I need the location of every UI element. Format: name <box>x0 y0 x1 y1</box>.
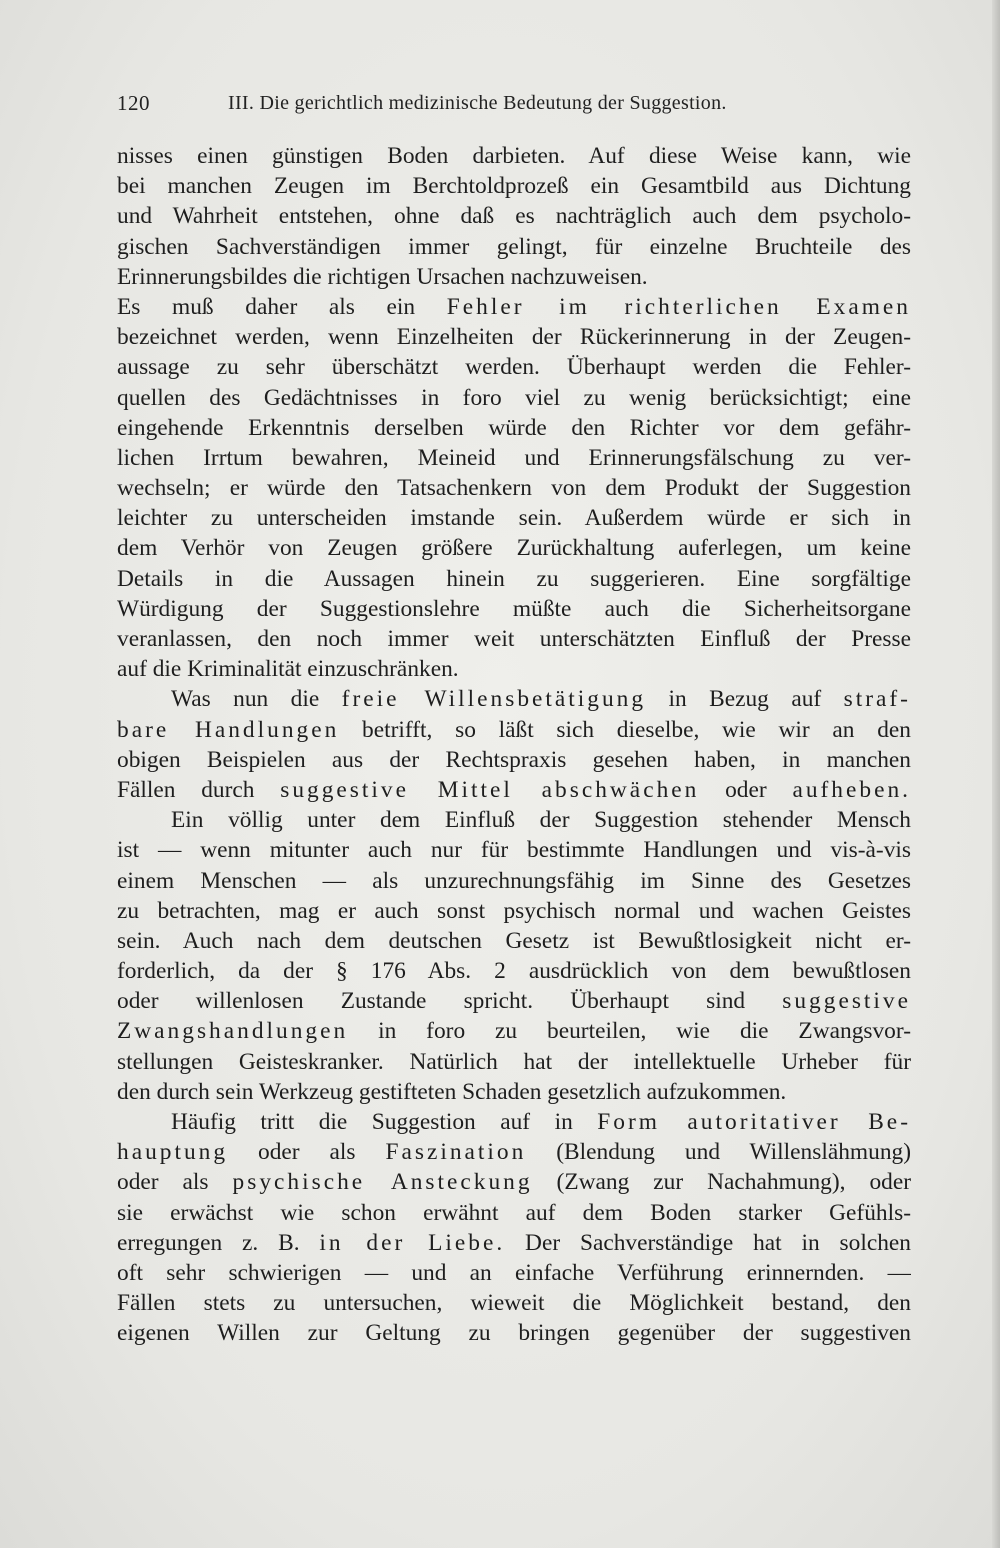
text-line: bare Handlungen betrifft, so läßt sich dieselbe, wie wir an den <box>117 716 911 743</box>
text-line: Fällen durch suggestive Mittel abschwächen oder aufheben. <box>117 776 911 803</box>
page-edge <box>992 0 1000 1548</box>
text-line: erregungen z. B. in der Liebe. Der Sachverständige hat in solchen <box>117 1229 911 1256</box>
text-line: stellungen Geisteskranker. Natürlich hat der intellektuelle Urheber für <box>117 1048 911 1075</box>
text-line: Ein völlig unter dem Einfluß der Suggestion stehender Mensch <box>171 807 911 834</box>
text-line: forderlich, da der § 176 Abs. 2 ausdrücklich von dem bewußtlosen <box>117 958 911 985</box>
text-line: sein. Auch nach dem deutschen Gesetz ist Bewußtlosigkeit nicht er- <box>117 927 911 954</box>
text-line: sie erwächst wie schon erwähnt auf dem Boden starker Gefühls- <box>117 1199 911 1226</box>
text-line: bezeichnet werden, wenn Einzelheiten der Rückerinnerung in der Zeugen- <box>117 324 911 351</box>
text-line: oft sehr schwierigen — und an einfache Verführung erinnernden. — <box>117 1259 911 1286</box>
text-line: aussage zu sehr überschätzt werden. Überhaupt werden die Fehler- <box>117 354 911 381</box>
text-line: Details in die Aussagen hinein zu suggerieren. Eine sorgfältige <box>117 565 911 592</box>
page-number: 120 <box>117 91 150 115</box>
text-line: obigen Beispielen aus der Rechtspraxis gesehen haben, in manchen <box>117 746 911 773</box>
text-line: dem Verhör von Zeugen größere Zurückhaltung auferlegen, um keine <box>117 535 911 562</box>
text-line: ist — wenn mitunter auch nur für bestimmte Handlungen und vis-à-vis <box>117 837 911 864</box>
text-line: den durch sein Werkzeug gestifteten Schaden gesetzlich aufzukommen. <box>117 1078 787 1105</box>
spaced-emphasis: straf- <box>843 686 911 713</box>
spaced-emphasis: suggestive Mittel abschwächen <box>280 776 700 803</box>
text-line: Zwangshandlungen in foro zu beurteilen, wie die Zwangsvor- <box>117 1018 911 1045</box>
spaced-emphasis: suggestive <box>782 988 911 1015</box>
spaced-emphasis: Faszination <box>385 1139 527 1166</box>
text-line: Was nun die freie Willensbetätigung in Bezug auf straf- <box>171 686 911 713</box>
text-line: Häufig tritt die Suggestion auf in Form autoritativer Be- <box>171 1109 911 1135</box>
text-line: lichen Irrtum bewahren, Meineid und Erinnerungsfälschung zu ver- <box>117 444 911 471</box>
spaced-emphasis: hauptung <box>117 1139 229 1166</box>
spaced-emphasis: freie Willensbetätigung <box>341 686 647 713</box>
spaced-emphasis: in der Liebe. <box>319 1229 506 1256</box>
text-line: wechseln; er würde den Tatsachenkern von dem Produkt der Suggestion <box>117 475 911 502</box>
text-line: gischen Sachverständigen immer gelingt, für einzelne Bruchteile des <box>117 233 911 260</box>
text-line: Fällen stets zu untersuchen, wieweit die Möglichkeit bestand, den <box>117 1290 911 1317</box>
text-line: oder willenlosen Zustande spricht. Überhaupt sind suggestive <box>117 988 911 1015</box>
text-line: leichter zu unterscheiden imstande sein. Außerdem würde er sich in <box>117 505 911 532</box>
spaced-emphasis: bare Handlungen <box>117 716 340 743</box>
page-header <box>117 88 817 118</box>
body-text <box>117 141 911 1349</box>
text-line: hauptung oder als Faszination (Blendung und Willenslähmung) <box>117 1139 911 1166</box>
text-line: nisses einen günstigen Boden darbieten. Auf diese Weise kann, wie <box>117 143 911 169</box>
text-line: eingehende Erkenntnis derselben würde den Richter vor dem gefähr- <box>117 414 911 441</box>
text-line: Es muß daher als ein Fehler im richterlichen Examen <box>117 293 911 320</box>
spaced-emphasis: psychische Ansteckung <box>232 1169 533 1196</box>
text-line: auf die Kriminalität einzuschränken. <box>117 656 459 683</box>
text-line: quellen des Gedächtnisses in foro viel zu wenig berücksichtigt; eine <box>117 384 911 411</box>
text-line: Würdigung der Suggestionslehre müßte auch die Sicherheitsorgane <box>117 595 911 622</box>
text-line: und Wahrheit entstehen, ohne daß es nachträglich auch dem psycholo- <box>117 203 911 230</box>
running-head: III. Die gerichtlich medizinische Bedeutung der Suggestion. <box>228 92 727 114</box>
spaced-emphasis: Fehler im richterlichen Examen <box>446 293 911 320</box>
text-line: veranlassen, den noch immer weit unterschätzten Einfluß der Presse <box>117 626 911 652</box>
text-line: zu betrachten, mag er auch sonst psychisch normal und wachen Geistes <box>117 897 911 924</box>
spaced-emphasis: aufheben. <box>792 776 911 803</box>
text-line: oder als psychische Ansteckung (Zwang zur Nachahmung), oder <box>117 1169 911 1196</box>
text-line: Erinnerungsbildes die richtigen Ursachen nachzuweisen. <box>117 263 648 290</box>
text-line: einem Menschen — als unzurechnungsfähig im Sinne des Gesetzes <box>117 867 911 894</box>
spaced-emphasis: Form autoritativer Be- <box>597 1109 911 1135</box>
spaced-emphasis: Zwangshandlungen <box>117 1018 349 1045</box>
text-line: bei manchen Zeugen im Berchtoldprozeß ein Gesamtbild aus Dichtung <box>117 173 911 200</box>
text-line: eigenen Willen zur Geltung zu bringen gegenüber der suggestiven <box>117 1320 911 1347</box>
